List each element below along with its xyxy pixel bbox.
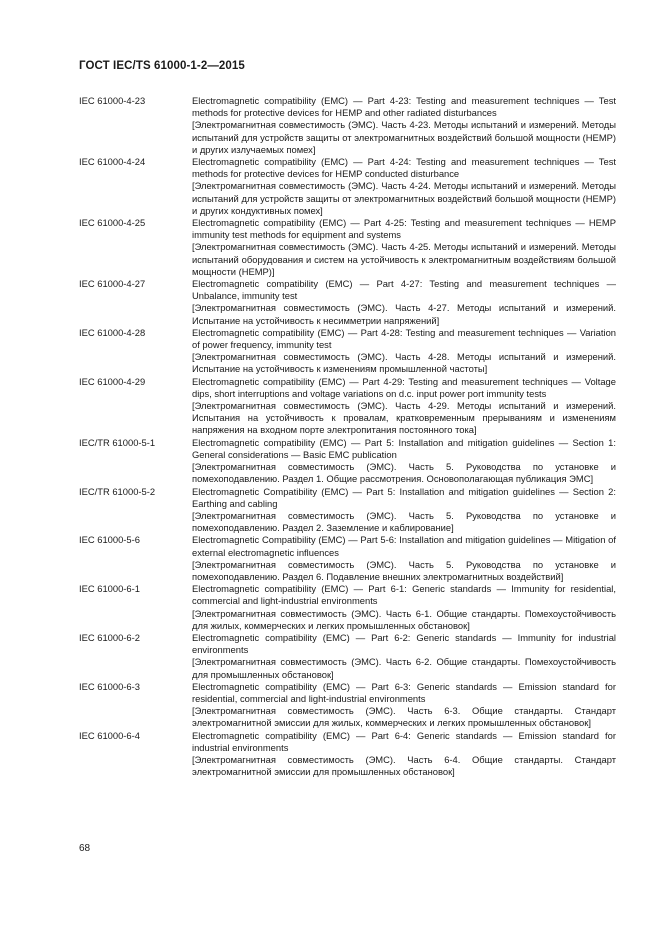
reference-entry [79,534,616,583]
standard-code: IEC 61000-4-29 [79,375,146,387]
russian-title: [Электромагнитная совместимость (ЭМС). Часть 6-1. Общие стандарты. Помехоустойчивость для жилых, коммерческих и легких промышленных обстановок] [192,607,616,631]
standard-code: IEC 61000-6-3 [79,680,140,692]
reference-entry [79,217,616,278]
russian-title: [Электромагнитная совместимость (ЭМС). Часть 4-24. Методы испытаний и измерений. Методы испытаний для устройств защиты от электромагнитных воздействий большой мощности (HEMP) и других кондуктивных помех] [192,180,616,216]
reference-entry [79,583,616,632]
standard-description [192,730,616,779]
standard-code: IEC 61000-4-25 [79,217,146,229]
standard-description [192,632,616,681]
russian-title: [Электромагнитная совместимость (ЭМС). Часть 4-27. Методы испытаний и измерений. Испытание на устойчивость к несимметрии напряжений] [192,302,616,326]
reference-entry [79,437,616,486]
english-title: Electromagnetic compatibility (EMC) — Part 4-29: Testing and measurement techniques — Voltage dips, short interruptions and voltage variations on d.c. input power port immunity tests [192,375,616,399]
reference-entry [79,730,616,779]
reference-entry [79,376,616,437]
reference-entry [79,278,616,327]
reference-entry [79,327,616,376]
russian-title: [Электромагнитная совместимость (ЭМС). Часть 6-2. Общие стандарты. Помехоустойчивость для промышленных обстановок] [192,656,616,680]
standard-description [192,376,616,437]
english-title: Electromagnetic compatibility (EMC) — Part 4-27: Testing and measurement techniques — Unbalance, immunity test [192,278,616,302]
standard-description [192,95,616,156]
standard-code: IEC 61000-4-24 [79,156,146,168]
standard-description [192,486,616,535]
russian-title: [Электромагнитная совместимость (ЭМС). Часть 6-3. Общие стандарты. Стандарт электромагнитной эмиссии для жилых, коммерческих и легких промышленных обстановок] [192,705,616,729]
russian-title: [Электромагнитная совместимость (ЭМС). Часть 6-4. Общие стандарты. Стандарт электромагнитной эмиссии для промышленных обстановок] [192,753,616,778]
russian-title: [Электромагнитная совместимость (ЭМС). Часть 4-23. Методы испытаний и измерений. Методы испытаний для устройств защиты от электромагнитных воздействий большой мощности (HEMP) и других излучаемых помех] [192,119,616,155]
standard-description [192,583,616,632]
russian-title: [Электромагнитная совместимость (ЭМС). Часть 4-28. Методы испытаний и измерений. Испытание на устойчивость к изменениям промышленной частоты] [192,351,616,375]
standard-description [192,681,616,730]
standard-description [192,534,616,583]
standard-code: IEC/TR 61000-5-1 [79,436,156,448]
reference-entry [79,486,616,535]
standard-code: IEC 61000-4-23 [79,95,146,106]
english-title: Electromagnetic Compatibility (EMC) — Part 5: Installation and mitigation guidelines — Section 2: Earthing and cabling [192,485,616,509]
reference-list [79,95,616,778]
reference-entry [79,681,616,730]
reference-entry [79,156,616,217]
standard-code: IEC/TR 61000-5-2 [79,485,156,497]
standard-code: IEC 61000-4-27 [79,278,146,290]
english-title: Electromagnetic compatibility (EMC) — Part 6-2: Generic standards — Immunity for industrial environments [192,631,616,656]
standard-description [192,278,616,327]
standard-description [192,156,616,217]
page-number: 68 [79,843,91,854]
english-title: Electromagnetic compatibility (EMC) — Part 5: Installation and mitigation guidelines — Section 1: General considerations — Basic EMC publication [192,436,616,460]
reference-entry [79,95,616,156]
russian-title: [Электромагнитная совместимость (ЭМС). Часть 5. Руководства по установке и помехоподавлению. Раздел 6. Подавление внешних электромагнитных воздействий] [192,558,616,582]
english-title: Electromagnetic compatibility (EMC) — Part 6-1: Generic standards — Immunity for residential, commercial and light-industrial environments [192,583,616,607]
standard-description [192,437,616,486]
english-title: Electromagnetic compatibility (EMC) — Part 6-3: Generic standards — Emission standard for residential, commercial and light-industrial environments [192,680,616,704]
english-title: Electromagnetic compatibility (EMC) — Part 4-23: Testing and measurement techniques — Test methods for protective devices for HEMP and other radiated disturbances [192,95,616,119]
reference-entry [79,632,616,681]
standard-code: IEC 61000-5-6 [79,534,140,546]
standard-code: IEC 61000-6-2 [79,631,140,643]
russian-title: [Электромагнитная совместимость (ЭМС). Часть 5. Руководства по установке и помехоподавлению. Раздел 1. Общие рассмотрения. Основополагающая публикация ЭМС] [192,461,616,485]
standard-description [192,327,616,376]
document-header: ГОСТ IEC/TS 61000-1-2—2015 [79,60,245,72]
english-title: Electromagnetic Compatibility (EMC) — Part 5-6: Installation and mitigation guidelines — Mitigation of external electromagnetic influences [192,534,616,558]
english-title: Electromagnetic compatibility (EMC) — Part 4-28: Testing and measurement techniques — Variation of power frequency, immunity test [192,326,616,351]
english-title: Electromagnetic compatibility (EMC) — Part 4-25: Testing and measurement techniques — HEMP immunity test methods for equipment and systems [192,217,616,241]
standard-code: IEC 61000-6-4 [79,729,140,741]
russian-title: [Электромагнитная совместимость (ЭМС). Часть 4-29. Методы испытаний и измерений. Испытания на устойчивость к провалам, кратковременным прерываниям и изменениям напряжения на входном порте электропитания постоянного тока] [192,400,616,436]
standard-code: IEC 61000-6-1 [79,583,140,595]
russian-title: [Электромагнитная совместимость (ЭМС). Часть 5. Руководства по установке и помехоподавлению. Раздел 2. Заземление и каблирование] [192,509,616,534]
standard-description [192,217,616,278]
standard-code: IEC 61000-4-28 [79,326,146,338]
english-title: Electromagnetic compatibility (EMC) — Part 6-4: Generic standards — Emission standard for industrial environments [192,729,616,753]
english-title: Electromagnetic compatibility (EMC) — Part 4-24: Testing and measurement techniques — Test methods for protective devices for HEMP conducted disturbance [192,156,616,180]
russian-title: [Электромагнитная совместимость (ЭМС). Часть 4-25. Методы испытаний и измерений. Методы испытаний оборудования и систем на устойчивость к электромагнитным воздействиям большой мощности (HEMP)] [192,241,616,277]
